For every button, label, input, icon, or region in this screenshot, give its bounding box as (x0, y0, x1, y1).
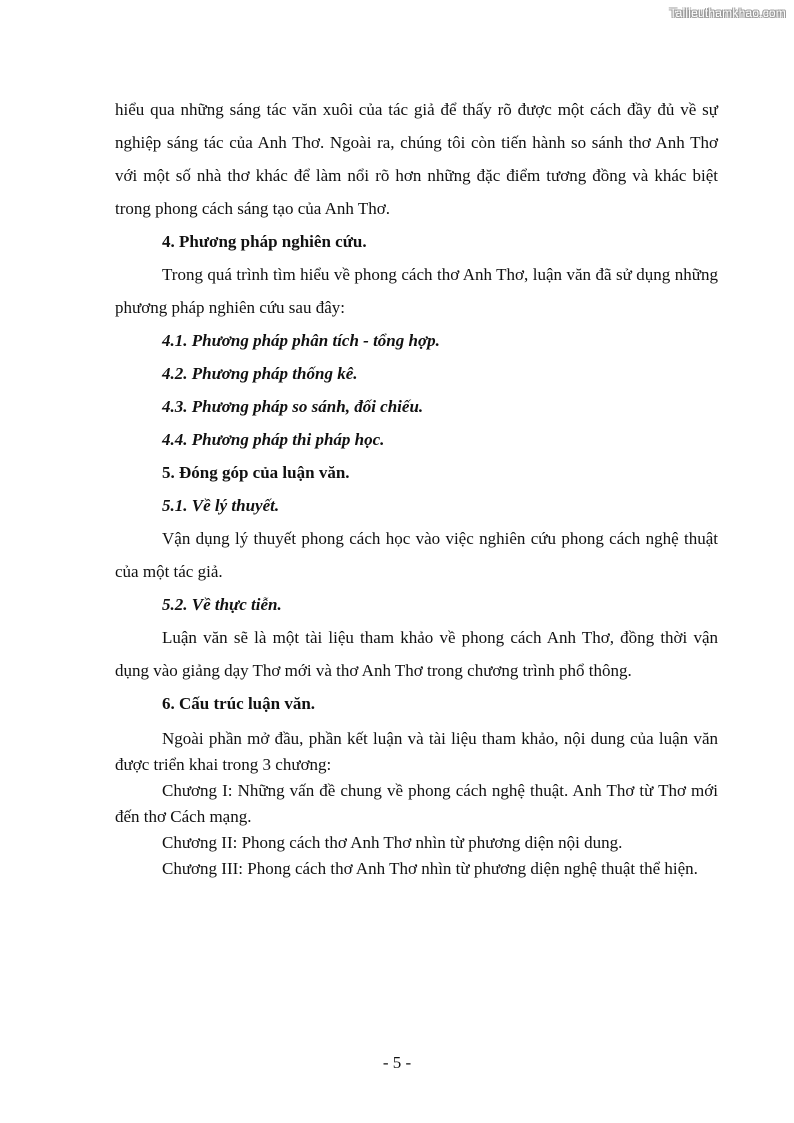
method-4-3: 4.3. Phương pháp so sánh, đối chiếu. (162, 397, 424, 416)
chapter-1: Chương I: Những vấn đề chung về phong cách nghệ thuật. Anh Thơ từ Thơ mới đến thơ Cách mạng. (115, 781, 718, 826)
intro-paragraph: hiểu qua những sáng tác văn xuôi của tác giả để thấy rõ được một cách đầy đủ về sự nghiệp sáng tác của Anh Thơ. Ngoài ra, chúng tôi còn tiến hành so sánh thơ Anh Thơ với một số nhà thơ khác để làm nổi rõ hơn những đặc điểm tương đồng và khác biệt trong phong cách sáng tạo của Anh Thơ. (115, 100, 718, 218)
chapter-2: Chương II: Phong cách thơ Anh Thơ nhìn từ phương diện nội dung. (162, 833, 623, 852)
section-5-heading: 5. Đóng góp của luận văn. (162, 463, 350, 482)
method-4-2: 4.2. Phương pháp thống kê. (162, 364, 358, 383)
chapter-3: Chương III: Phong cách thơ Anh Thơ nhìn từ phương diện nghệ thuật thể hiện. (162, 859, 698, 878)
section-5-1-heading: 5.1. Về lý thuyết. (162, 496, 280, 515)
section-5-2-paragraph: Luận văn sẽ là một tài liệu tham khảo về phong cách Anh Thơ, đồng thời vận dụng vào giảng dạy Thơ mới và thơ Anh Thơ trong chương trình phổ thông. (115, 628, 718, 680)
section-6-paragraph: Ngoài phần mở đầu, phần kết luận và tài liệu tham khảo, nội dung của luận văn được triển khai trong 3 chương: (115, 729, 718, 774)
page-number: - 5 - (382, 1053, 412, 1072)
method-4-1: 4.1. Phương pháp phân tích - tổng hợp. (162, 331, 440, 350)
section-4-paragraph: Trong quá trình tìm hiểu về phong cách thơ Anh Thơ, luận văn đã sử dụng những phương pháp nghiên cứu sau đây: (115, 265, 718, 317)
page-body (115, 93, 718, 882)
method-4-4: 4.4. Phương pháp thi pháp học. (162, 430, 385, 449)
section-5-1-paragraph: Vận dụng lý thuyết phong cách học vào việc nghiên cứu phong cách nghệ thuật của một tác giả. (115, 529, 718, 581)
section-5-2-heading: 5.2. Về thực tiễn. (162, 595, 282, 614)
section-6-heading: 6. Cấu trúc luận văn. (162, 694, 316, 713)
section-4-heading: 4. Phương pháp nghiên cứu. (162, 232, 367, 251)
watermark: Tailieuthamkhao.com (669, 6, 786, 20)
